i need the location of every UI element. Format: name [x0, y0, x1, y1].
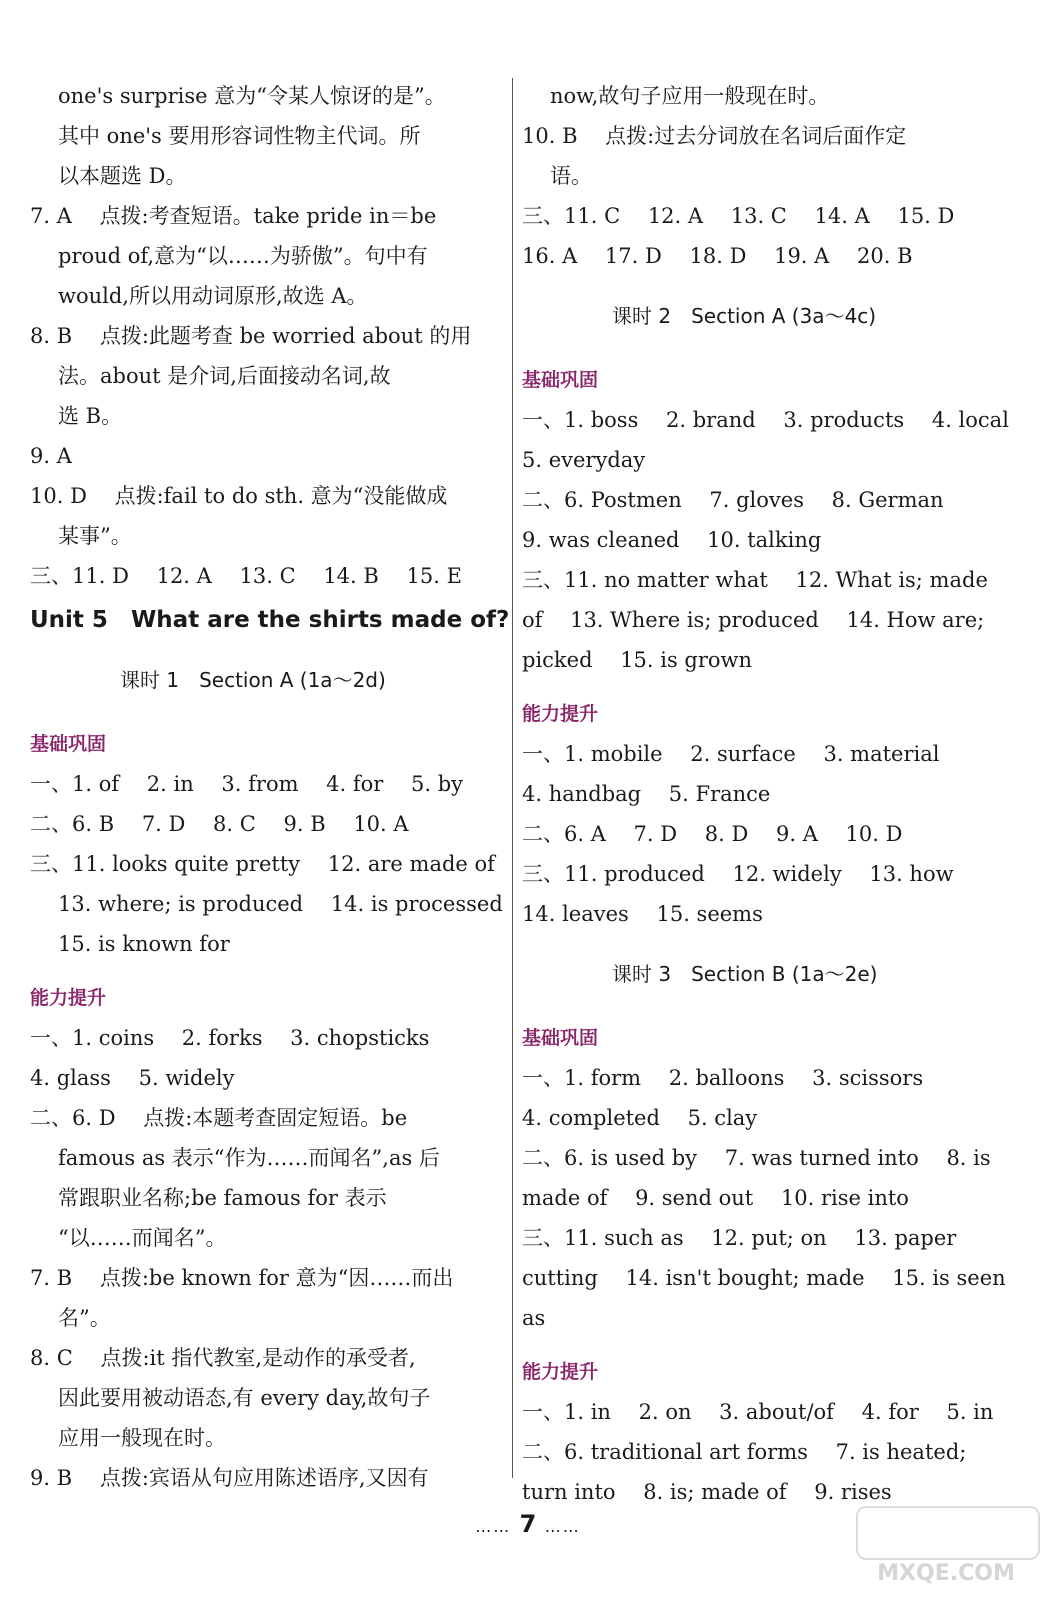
answer-line: 16. A 17. D 18. D 19. A 20. B	[522, 244, 913, 268]
section-heading: 基础巩固	[30, 733, 107, 755]
answer-line: 三、11. such as 12. put; on 13. paper	[522, 1226, 957, 1250]
answer-line: 选 B。	[58, 404, 123, 428]
answer-line: 三、11. looks quite pretty 12. are made of	[30, 852, 495, 876]
section-heading: 基础巩固	[522, 369, 599, 391]
answer-line: 5. everyday	[522, 448, 646, 472]
watermark-logo	[856, 1506, 1036, 1586]
answer-line: 一、1. in 2. on 3. about/of 4. for 5. in	[522, 1400, 994, 1424]
answer-line: 10. B 点拨:过去分词放在名词后面作定	[522, 124, 907, 148]
answer-line: 9. A	[30, 444, 72, 468]
answer-line: 一、1. coins 2. forks 3. chopsticks	[30, 1026, 430, 1050]
answer-line: 4. completed 5. clay	[522, 1106, 758, 1130]
answer-line: cutting 14. isn't bought; made 15. is seen	[522, 1266, 1006, 1290]
answer-line: 名”。	[58, 1306, 111, 1330]
answer-line: 二、6. is used by 7. was turned into 8. is	[522, 1146, 991, 1170]
answer-line: 8. B 点拨:此题考查 be worried about 的用	[30, 324, 472, 348]
answer-line: 法。about 是介词,后面接动名词,故	[58, 364, 391, 388]
answer-line: now,故句子应用一般现在时。	[550, 84, 830, 108]
section-heading: 能力提升	[522, 703, 599, 725]
answer-line: would,所以用动词原形,故选 A。	[58, 284, 368, 308]
answer-line: famous as 表示“作为……而闻名”,as 后	[58, 1146, 440, 1170]
answer-line: 4. handbag 5. France	[522, 782, 771, 806]
column-divider	[512, 78, 513, 1478]
unit-heading: Unit 5 What are the shirts made of?	[30, 607, 510, 633]
section-heading: 能力提升	[522, 1361, 599, 1383]
watermark-text: MXQE.COM	[877, 1561, 1015, 1586]
answer-line: 8. C 点拨:it 指代教室,是动作的承受者,	[30, 1346, 416, 1370]
answer-line: “以……而闻名”。	[58, 1226, 227, 1250]
answer-line: one's surprise 意为“令某人惊讶的是”。	[58, 84, 446, 108]
answer-line: 其中 one's 要用形容词性物主代词。所	[58, 124, 421, 148]
watermark-badge	[856, 1506, 1040, 1560]
answer-line: 一、1. form 2. balloons 3. scissors	[522, 1066, 924, 1090]
answer-line: proud of,意为“以……为骄傲”。句中有	[58, 244, 428, 268]
section-heading: 能力提升	[30, 987, 107, 1009]
page-number: 7	[519, 1510, 537, 1538]
answer-line: 13. where; is produced 14. is processed	[58, 892, 503, 916]
answer-line: 二、6. D 点拨:本题考查固定短语。be	[30, 1106, 408, 1130]
answer-line: picked 15. is grown	[522, 648, 753, 672]
lesson-heading: 课时 2 Section A (3a～4c)	[612, 304, 877, 328]
answer-line: 二、6. Postmen 7. gloves 8. German	[522, 488, 944, 512]
footer-dots-left: ……	[475, 1517, 512, 1536]
answer-line: 应用一般现在时。	[58, 1426, 226, 1450]
answer-line: 因此要用被动语态,有 every day,故句子	[58, 1386, 431, 1410]
answer-line: 二、6. A 7. D 8. D 9. A 10. D	[522, 822, 903, 846]
answer-line: 4. glass 5. widely	[30, 1066, 235, 1090]
answer-line: 7. A 点拨:考查短语。take pride in＝be	[30, 204, 437, 228]
footer-dots-right: ……	[544, 1517, 581, 1536]
answer-line: 三、11. D 12. A 13. C 14. B 15. E	[30, 564, 462, 588]
answer-line: 三、11. produced 12. widely 13. how	[522, 862, 954, 886]
answer-line: 9. was cleaned 10. talking	[522, 528, 822, 552]
answer-line: 9. B 点拨:宾语从句应用陈述语序,又因有	[30, 1466, 429, 1490]
answer-line: 一、1. of 2. in 3. from 4. for 5. by	[30, 772, 464, 796]
answer-line: made of 9. send out 10. rise into	[522, 1186, 909, 1210]
answer-line: 7. B 点拨:be known for 意为“因……而出	[30, 1266, 454, 1290]
answer-line: 15. is known for	[58, 932, 230, 956]
lesson-heading: 课时 3 Section B (1a～2e)	[612, 962, 878, 986]
answer-line: 一、1. boss 2. brand 3. products 4. local	[522, 408, 1009, 432]
section-heading: 基础巩固	[522, 1027, 599, 1049]
answer-line: 以本题选 D。	[58, 164, 187, 188]
answer-line: 二、6. traditional art forms 7. is heated;	[522, 1440, 967, 1464]
answer-line: turn into 8. is; made of 9. rises	[522, 1480, 892, 1504]
answer-line: 常跟职业名称;be famous for 表示	[58, 1186, 387, 1210]
answer-line: of 13. Where is; produced 14. How are;	[522, 608, 985, 632]
answer-line: 三、11. C 12. A 13. C 14. A 15. D	[522, 204, 955, 228]
answer-line: 语。	[550, 164, 592, 188]
answer-line: 三、11. no matter what 12. What is; made	[522, 568, 988, 592]
answer-line: 二、6. B 7. D 8. C 9. B 10. A	[30, 812, 409, 836]
lesson-heading: 课时 1 Section A (1a～2d)	[120, 668, 386, 692]
answer-line: 一、1. mobile 2. surface 3. material	[522, 742, 940, 766]
answer-line: as	[522, 1306, 546, 1330]
answer-line: 14. leaves 15. seems	[522, 902, 763, 926]
answer-line: 10. D 点拨:fail to do sth. 意为“没能做成	[30, 484, 448, 508]
answer-line: 某事”。	[58, 524, 132, 548]
